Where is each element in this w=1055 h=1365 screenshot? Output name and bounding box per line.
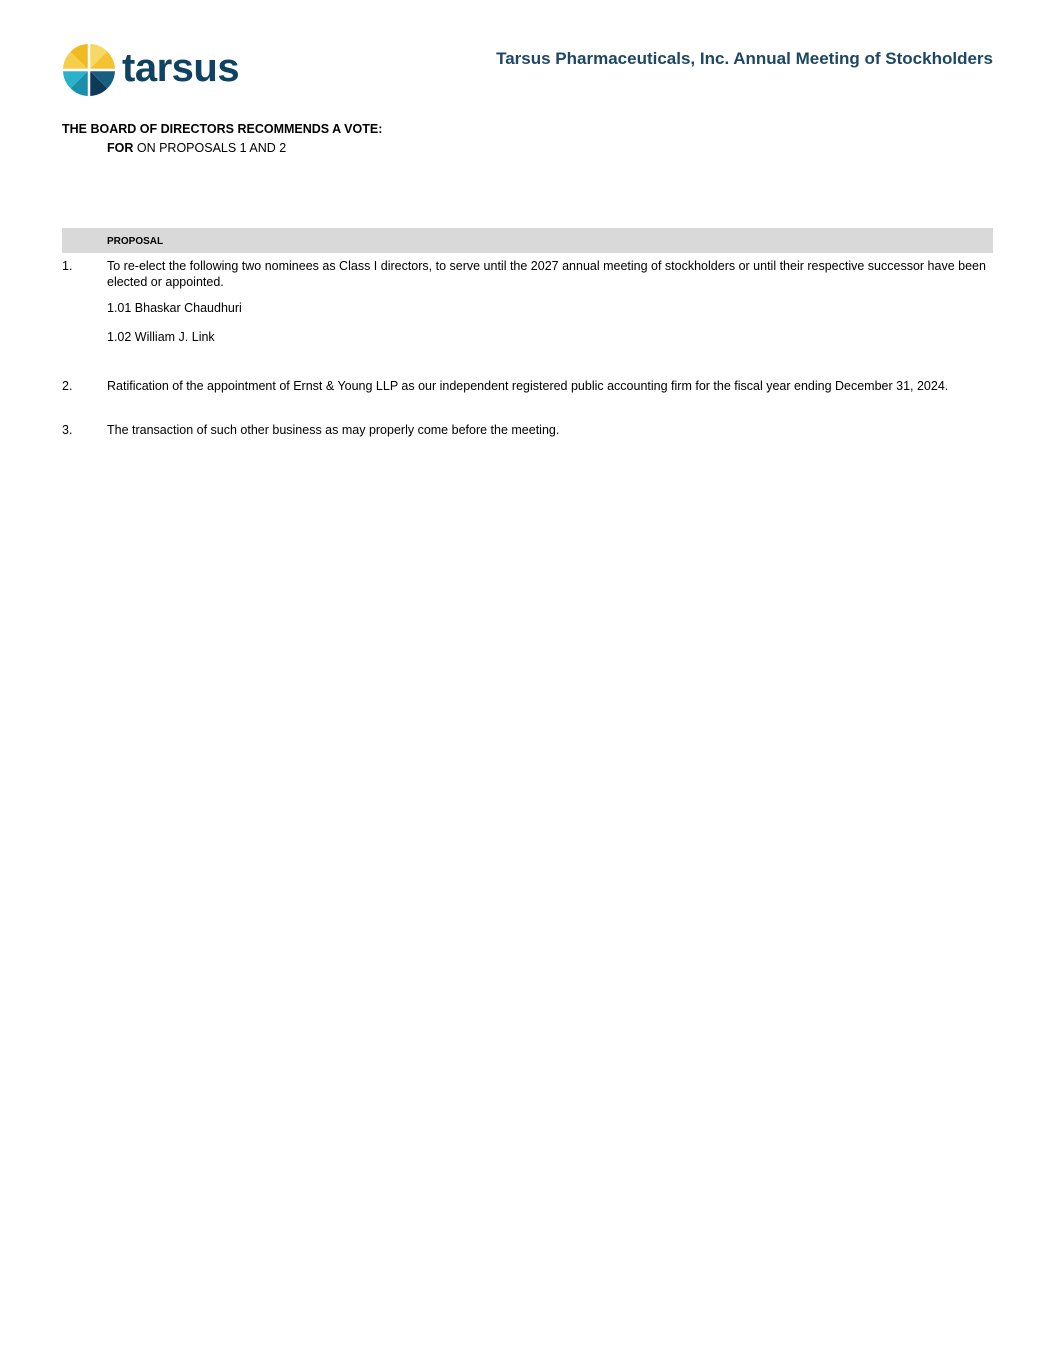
proposal-item-2: [62, 378, 993, 394]
proposal-item-3: [62, 422, 993, 438]
board-recommendation: [62, 122, 382, 155]
nominee-item: 1.01 Bhaskar Chaudhuri: [107, 301, 242, 315]
company-logo: [62, 41, 262, 99]
proposal-number: 2.: [62, 379, 73, 393]
logo-mark-icon: [62, 43, 116, 97]
proposal-item-1: [62, 258, 993, 290]
proposal-text: Ratification of the appointment of Ernst & Young LLP as our independent registered public accounting firm for the fiscal year ending December 31, 2024.: [107, 379, 949, 393]
for-text: ON PROPOSALS 1 AND 2: [136, 141, 287, 155]
proposal-header-bar: [62, 228, 993, 253]
proposal-header-label: PROPOSAL: [107, 236, 164, 247]
proposal-number: 3.: [62, 423, 73, 437]
board-heading: THE BOARD OF DIRECTORS RECOMMENDS A VOTE:: [62, 122, 383, 136]
page-title: Tarsus Pharmaceuticals, Inc. Annual Meeting of Stockholders: [496, 49, 993, 68]
proposal-number: 1.: [62, 259, 73, 273]
proposal-text: To re-elect the following two nominees as Class I directors, to serve until the 2027 annual meeting of stockholders or until their respective successor have been elected or appointed.: [107, 259, 986, 289]
board-recommendation-line: [107, 141, 382, 155]
logo-wordmark: tarsus: [122, 45, 240, 90]
proposal-text: The transaction of such other business as may properly come before the meeting.: [107, 423, 560, 437]
nominee-item: 1.02 William J. Link: [107, 330, 215, 344]
for-label: FOR: [107, 141, 134, 155]
